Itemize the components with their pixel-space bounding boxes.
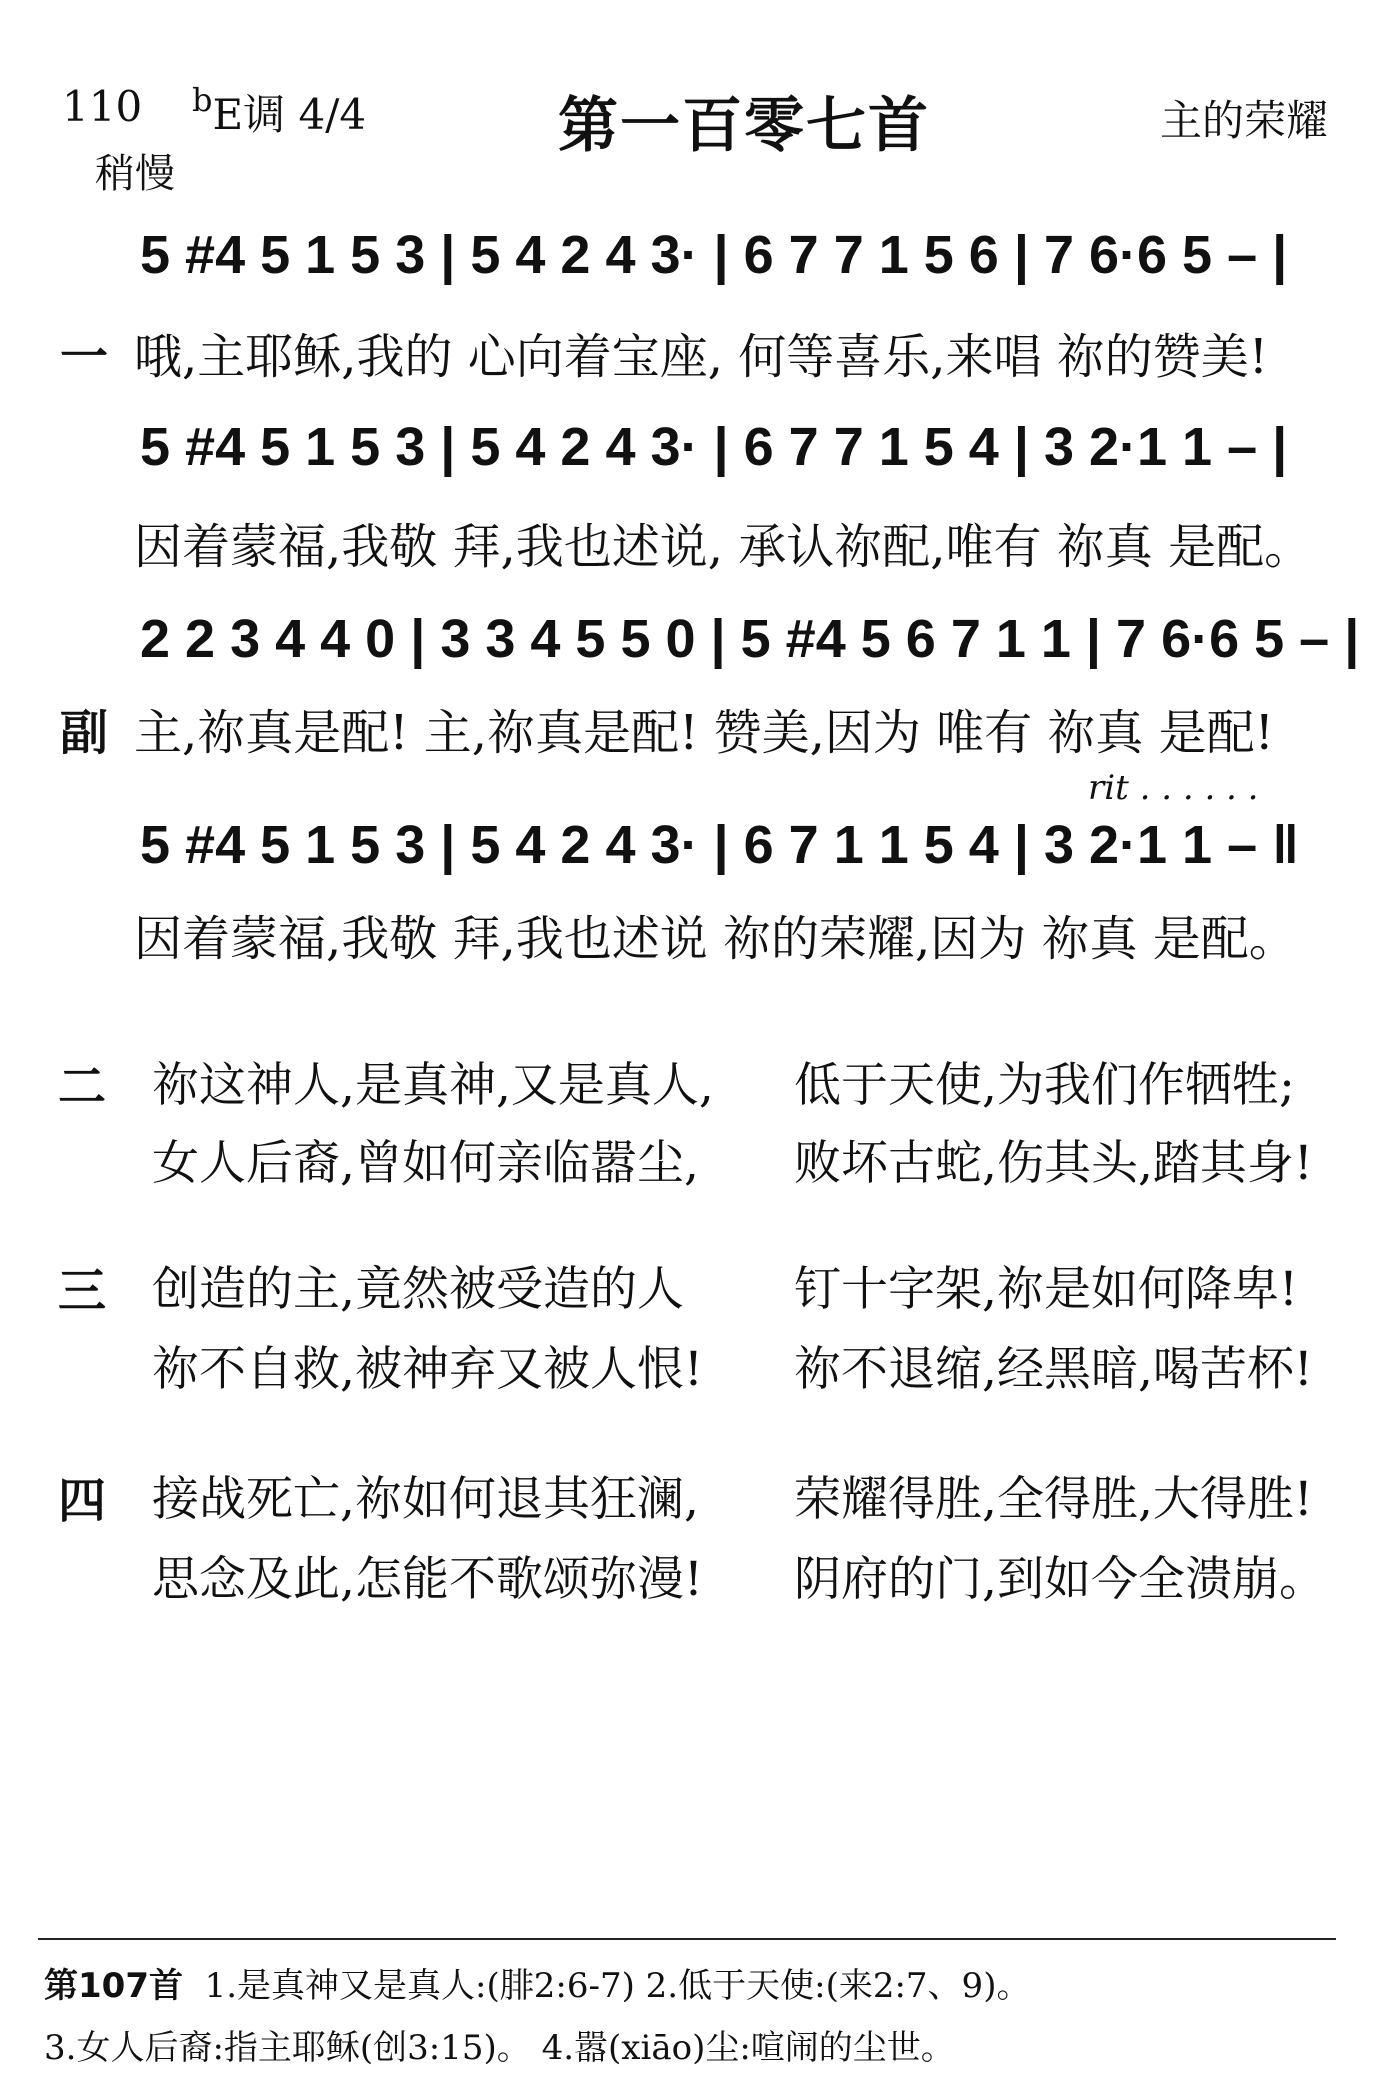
tempo-marking: 稍慢 xyxy=(95,151,175,197)
lyrics-line-3: 主,祢真是配! 主,祢真是配! 赞美,因为 唯有 祢真 是配! xyxy=(134,705,1274,761)
lyrics-line-1: 哦,主耶稣,我的 心向着宝座, 何等喜乐,来唱 祢的赞美! xyxy=(134,329,1269,385)
verse-label-3: 三 xyxy=(58,1263,107,1319)
stanza-label-1: 一 xyxy=(60,329,109,385)
verse-4-left-2: 思念及此,怎能不歌颂弥漫! xyxy=(152,1552,703,1607)
hymn-theme: 主的荣耀 xyxy=(1160,96,1329,145)
notation-line-2: 5 #4 5 1 5 3 | 5 4 2 4 3· | 6 7 7 1 5 4 | 3 2·1 1 – | xyxy=(140,417,1288,477)
verse-2-right-1: 低于天使,为我们作牺牲; xyxy=(794,1058,1295,1113)
verse-3-left-1: 创造的主,竟然被受造的人 xyxy=(152,1262,684,1317)
hymn-title: 第一百零七首 xyxy=(558,91,930,161)
verse-2-left-2: 女人后裔,曾如何亲临嚣尘, xyxy=(152,1136,699,1191)
rit-marking: rit . . . . . . xyxy=(1088,768,1259,808)
notation-line-3: 2 2 3 4 4 0 | 3 3 4 5 5 0 | 5 #4 5 6 7 1 1 | 7 6·6 5 – | xyxy=(140,609,1360,669)
footnote-divider xyxy=(38,1938,1336,1940)
key-signature xyxy=(192,82,366,142)
footnote-line-1 xyxy=(44,1958,1030,2007)
verse-3-left-2: 祢不自救,被神弃又被人恨! xyxy=(152,1342,703,1397)
verse-3-right-2: 祢不退缩,经黑暗,喝苦杯! xyxy=(794,1342,1313,1397)
notation-line-4: 5 #4 5 1 5 3 | 5 4 2 4 3· | 6 7 1 1 5 4 | 3 2·1 1 – ‖ xyxy=(140,815,1299,875)
verse-label-2: 二 xyxy=(58,1059,107,1115)
key-text: E调 4/4 xyxy=(212,90,367,139)
footnote-label: 第107首 xyxy=(44,1966,183,2006)
lyrics-line-4: 因着蒙福,我敬 拜,我也述说 祢的荣耀,因为 祢真 是配。 xyxy=(134,911,1297,967)
verse-3-right-1: 钉十字架,祢是如何降卑! xyxy=(794,1262,1298,1317)
verse-4-right-1: 荣耀得胜,全得胜,大得胜! xyxy=(794,1472,1313,1527)
verse-2-right-2: 败坏古蛇,伤其头,踏其身! xyxy=(794,1136,1313,1191)
verse-2-left-1: 祢这神人,是真神,又是真人, xyxy=(152,1058,714,1113)
flat-symbol: b xyxy=(192,81,213,119)
verse-4-left-1: 接战死亡,祢如何退其狂澜, xyxy=(152,1472,699,1527)
verse-label-4: 四 xyxy=(58,1473,107,1529)
notation-line-1: 5 #4 5 1 5 3 | 5 4 2 4 3· | 6 7 7 1 5 6 | 7 6·6 5 – | xyxy=(140,225,1288,285)
verse-4-right-2: 阴府的门,到如今全溃崩。 xyxy=(794,1552,1326,1607)
footnote-line-2: 3.女人后裔:指主耶稣(创3:15)。 4.嚣(xiāo)尘:喧闹的尘世。 xyxy=(44,2028,955,2068)
page-number: 110 xyxy=(62,82,143,131)
lyrics-line-2: 因着蒙福,我敬 拜,我也述说, 承认祢配,唯有 祢真 是配。 xyxy=(134,519,1313,575)
refrain-label: 副 xyxy=(60,705,109,761)
footnote-text-1: 1.是真神又是真人:(腓2:6-7) 2.低于天使:(来2:7、9)。 xyxy=(204,1966,1031,2006)
